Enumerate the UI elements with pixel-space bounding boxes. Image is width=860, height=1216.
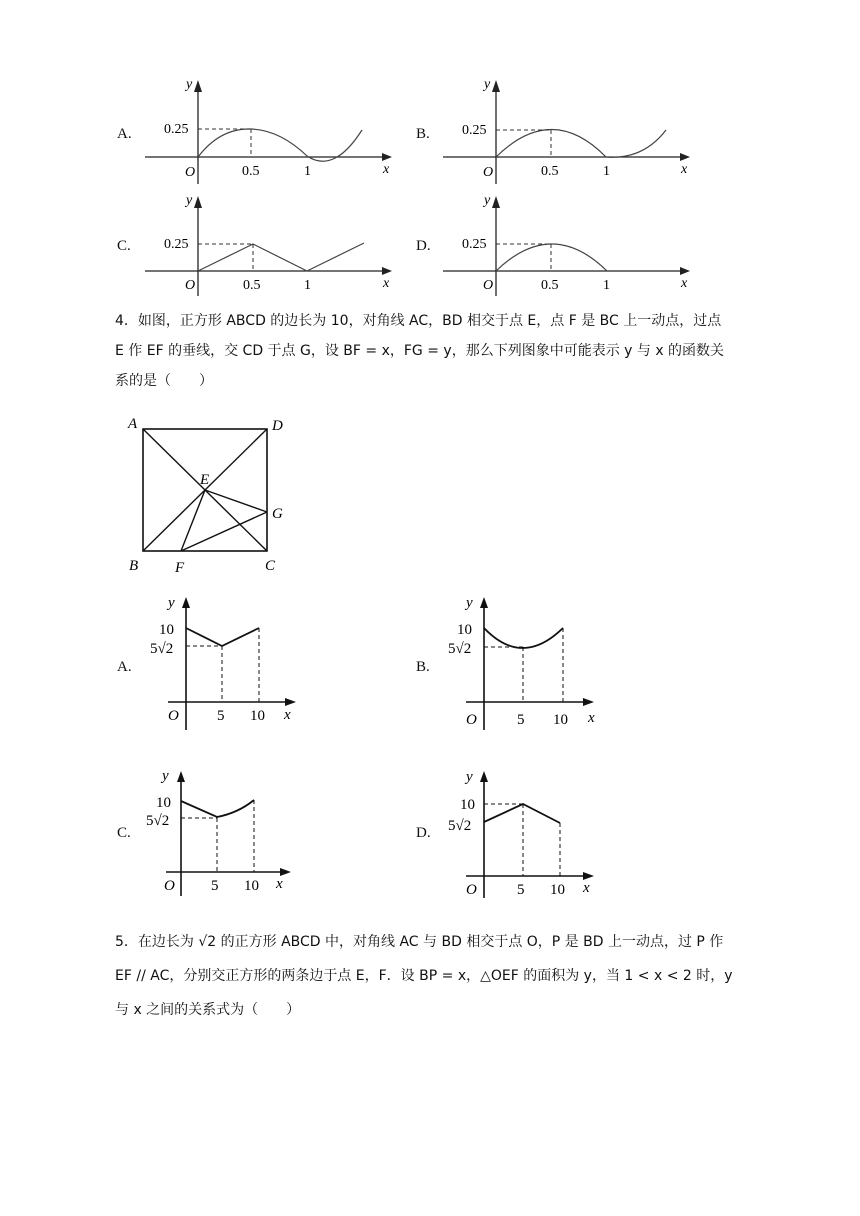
q4-option-b-label: B. <box>416 659 430 675</box>
x-tick-label: 5 <box>517 882 525 898</box>
y-tick-label: 0.25 <box>462 123 487 138</box>
x-tick-label: 1 <box>304 278 311 293</box>
x-axis-label: x <box>284 707 291 723</box>
y-tick-label: 10 <box>156 795 171 811</box>
y-tick-label: 5√2 <box>448 641 472 657</box>
origin-label: O <box>466 712 477 728</box>
point-e-label: E <box>200 472 210 488</box>
x-axis-label: x <box>681 162 688 177</box>
point-d-label: D <box>272 418 283 434</box>
point-b-label: B <box>129 558 139 574</box>
question-4-line-3: 系的是（ ） <box>115 373 213 389</box>
y-axis-label: y <box>466 769 473 785</box>
square-abcd-figure <box>120 412 300 578</box>
x-tick-label: 10 <box>250 708 265 724</box>
y-tick-label: 10 <box>159 622 174 638</box>
x-axis-label: x <box>681 276 688 291</box>
q4-option-c-graph <box>140 764 310 899</box>
y-tick-label: 0.25 <box>164 122 189 137</box>
origin-label: O <box>168 708 179 724</box>
q3-option-d-graph <box>438 188 698 298</box>
x-tick-label: 5 <box>217 708 225 724</box>
y-axis-label: y <box>186 77 193 92</box>
y-tick-label: 0.25 <box>164 237 189 252</box>
x-axis-label: x <box>276 876 283 892</box>
question-4-line-2: E 作 EF 的垂线，交 CD 于点 G，设 BF = x，FG = y，那么下列图象中可能表示 y 与 x 的函数关 <box>115 343 725 359</box>
q4-option-b-graph <box>438 590 608 735</box>
question-4-line-1: 4．如图，正方形 ABCD 的边长为 10，对角线 AC，BD 相交于点 E，点 F 是 BC 上一动点，过点 <box>115 313 722 329</box>
x-tick-label: 0.5 <box>541 164 559 179</box>
x-axis-label: x <box>383 162 390 177</box>
x-tick-label: 1 <box>603 278 610 293</box>
x-tick-label: 5 <box>517 712 525 728</box>
x-tick-label: 0.5 <box>541 278 559 293</box>
x-tick-label: 0.5 <box>243 278 261 293</box>
origin-label: O <box>466 882 477 898</box>
x-tick-label: 5 <box>211 878 219 894</box>
q4-option-a-label: A. <box>117 659 132 675</box>
origin-label: O <box>185 278 196 293</box>
question-5-line-1: 5．在边长为 √2 的正方形 ABCD 中，对角线 AC 与 BD 相交于点 O，P 是 BD 上一动点，过 P 作 <box>115 934 724 950</box>
q3-option-c-label: C. <box>117 238 131 254</box>
x-tick-label: 0.5 <box>242 164 260 179</box>
point-g-label: G <box>272 506 283 522</box>
y-tick-label: 5√2 <box>448 818 472 834</box>
origin-label: O <box>164 878 175 894</box>
y-axis-label: y <box>162 768 169 784</box>
question-5-line-2: EF // AC，分别交正方形的两条边于点 E，F．设 BP = x，△OEF 的面积为 y，当 1 < x < 2 时，y <box>115 968 733 984</box>
q3-option-d-label: D. <box>416 238 431 254</box>
x-axis-label: x <box>383 276 390 291</box>
y-tick-label: 10 <box>457 622 472 638</box>
x-axis-label: x <box>588 710 595 726</box>
question-5-text <box>115 925 755 1027</box>
q3-option-c-graph <box>140 188 400 298</box>
q3-option-b-graph <box>438 72 698 190</box>
y-tick-label: 10 <box>460 797 475 813</box>
y-axis-label: y <box>484 77 491 92</box>
origin-label: O <box>483 165 494 180</box>
y-tick-label: 5√2 <box>146 813 170 829</box>
question-5-line-3: 与 x 之间的关系式为（ ） <box>115 1002 301 1018</box>
origin-label: O <box>185 165 196 180</box>
x-axis-label: x <box>583 880 590 896</box>
point-f-label: F <box>175 560 185 576</box>
x-tick-label: 10 <box>550 882 565 898</box>
y-tick-label: 0.25 <box>462 237 487 252</box>
y-axis-label: y <box>168 595 175 611</box>
y-axis-label: y <box>484 193 491 208</box>
x-tick-label: 10 <box>244 878 259 894</box>
x-tick-label: 1 <box>603 164 610 179</box>
x-tick-label: 10 <box>553 712 568 728</box>
q3-option-a-graph <box>140 72 400 190</box>
q4-option-d-label: D. <box>416 825 431 841</box>
y-tick-label: 5√2 <box>150 641 174 657</box>
q4-option-c-label: C. <box>117 825 131 841</box>
q4-option-a-graph <box>140 590 310 735</box>
x-tick-label: 1 <box>304 164 311 179</box>
q4-option-d-graph <box>438 764 608 899</box>
point-a-label: A <box>128 416 138 432</box>
q3-option-a-label: A. <box>117 126 132 142</box>
point-c-label: C <box>265 558 276 574</box>
origin-label: O <box>483 278 494 293</box>
y-axis-label: y <box>466 595 473 611</box>
question-4-text <box>115 306 755 396</box>
y-axis-label: y <box>186 193 193 208</box>
q3-option-b-label: B. <box>416 126 430 142</box>
